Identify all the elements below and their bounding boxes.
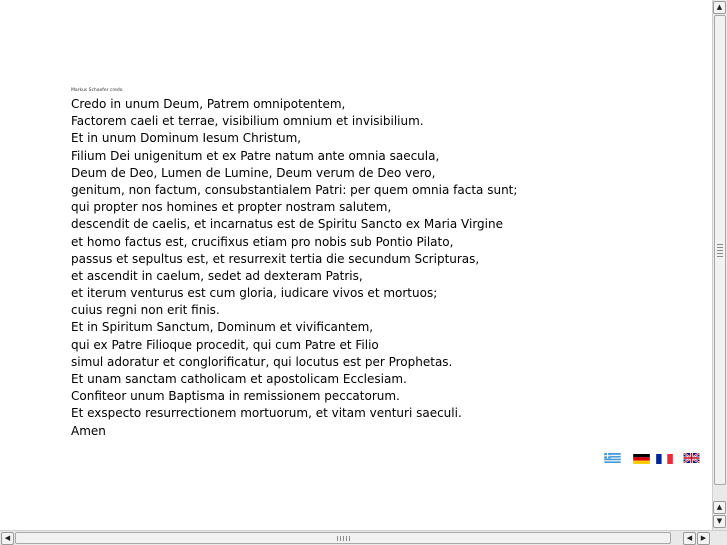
credo-line: Filium Dei unigenitum et ex Patre natum ante omnia saecula,: [71, 148, 440, 163]
french-flag-icon: [656, 454, 673, 464]
scroll-down-button[interactable]: [713, 515, 726, 528]
credo-line: et iterum venturus est cum gloria, iudicare vivos et mortuos;: [71, 286, 438, 301]
credo-text: [71, 96, 517, 440]
down-arrow-icon: ▼: [716, 517, 723, 525]
horizontal-scrollbar[interactable]: [0, 530, 727, 545]
credo-line: Et in Spiritum Sanctum, Dominum et vivificantem,: [71, 320, 374, 335]
right-arrow-icon: ▶: [700, 534, 707, 542]
up-arrow-icon: ▲: [716, 3, 723, 11]
credo-line: cuius regni non erit finis.: [71, 303, 220, 318]
credo-line: Factorem caeli et terrae, visibilium omnium et invisibilium.: [71, 114, 424, 129]
credo-line: Credo in unum Deum, Patrem omnipotentem,: [71, 97, 346, 111]
uk-flag-icon: [683, 453, 700, 463]
language-link-greek[interactable]: [604, 453, 622, 464]
credo-line: Confiteor unum Baptisma in remissionem peccatorum.: [71, 389, 400, 404]
hidden-page-title: Markus Schaefer credo: [35, 67, 86, 72]
horizontal-scroll-thumb[interactable]: [15, 532, 671, 544]
credo-line: passus et sepultus est, et resurrexit tertia die secundum Scripturas,: [71, 251, 480, 266]
scroll-left-button-right[interactable]: [683, 532, 696, 545]
vertical-scrollbar[interactable]: [712, 0, 727, 530]
credo-line: Deum de Deo, Lumen de Lumine, Deum verum de Deo vero,: [71, 165, 436, 180]
scroll-right-button[interactable]: [697, 532, 710, 545]
credo-line: Et exspecto resurrectionem mortuorum, et vitam venturi saeculi.: [71, 406, 462, 421]
credo-line: et ascendit in caelum, sedet ad dexteram Patris,: [71, 268, 363, 283]
up-arrow-icon: ▲: [716, 503, 723, 511]
credo-line: descendit de caelis, et incarnatus est de Spiritu Sancto ex Maria Virgine: [71, 217, 503, 232]
left-arrow-icon: ◀: [686, 534, 693, 542]
credo-line: Amen: [71, 423, 106, 438]
language-link-french[interactable]: [656, 454, 671, 463]
credo-line: Et in unum Dominum Iesum Christum,: [71, 131, 302, 146]
language-link-german[interactable]: [633, 454, 648, 463]
credo-line: simul adoratur et conglorificatur, qui locutus est per Prophetas.: [71, 354, 453, 369]
credo-line: et homo factus est, crucifixus etiam pro nobis sub Pontio Pilato,: [71, 234, 454, 249]
credo-line: qui propter nos homines et propter nostram salutem,: [71, 200, 392, 215]
greek-flag-icon: [604, 453, 621, 463]
vertical-scroll-thumb[interactable]: [714, 15, 726, 485]
scroll-up-button[interactable]: [713, 1, 726, 14]
language-link-english[interactable]: [683, 453, 699, 463]
german-flag-icon: [633, 454, 650, 464]
page-title: Markus Schaefer credo: [71, 88, 123, 93]
credo-line: genitum, non factum, consubstantialem Patri: per quem omnia facta sunt;: [71, 182, 518, 197]
scroll-left-button[interactable]: [1, 532, 14, 545]
credo-line: qui ex Patre Filioque procedit, qui cum Patre et Filio: [71, 337, 379, 352]
scroll-up-button-lower[interactable]: [713, 501, 726, 514]
credo-line: Et unam sanctam catholicam et apostolicam Ecclesiam.: [71, 372, 407, 386]
left-arrow-icon: ◀: [4, 534, 11, 542]
